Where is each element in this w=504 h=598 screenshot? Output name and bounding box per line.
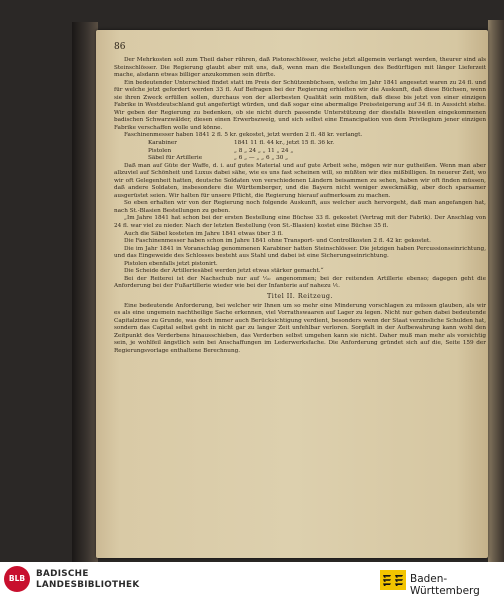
quote-paragraph: Auch die Säbel kosteten im Jahre 1841 etwas über 3 fl.: [124, 230, 283, 237]
page-number: 86: [114, 42, 126, 52]
price-item: Karabiner: [148, 140, 177, 147]
paragraph: Der Mehrkosten soll zum Theil daher rühren, daß Pistonschlösser, welche jetzt allgemein verlangt werden, theurer sind als Steinschlösser. Die Regierung glaubt aber mit uns, daß, wenn man die Bestellungen des Bedürftigen mit länger Lieferzeit mache, alsdann etwas billiger anzukommen sein dürfte.: [114, 57, 486, 79]
footer-bar: [0, 562, 504, 598]
price-row: [114, 148, 486, 156]
paragraph: Ein bedeutender Unterschied findet statt im Preis der Schützenbüchsen, welche im Jahr 1841 angesetzt waren zu 24 fl. und für welche jetzt gefordert werden 33 fl. Auf Befragen bei der Regierung erhielten wir die Auskunft, daß diese Büchsen, wenn sie ihren Zweck erfüllen sollen, durchaus von der allerbesten Qualität sein müßten, daß diese bis jetzt von einer einzigen Fabrike in Westdeutschland gut angefertigt würden, und daß sogar eine abermalige Preissteigerung auf 34 fl. in Aussicht stehe. Wir geben der Regierung zu bedenken, ob sie nicht durch passende Unterstützung der diesfalls bisweilen eingekommenen badischen Schwarzwälder, diesen einen Erwerbszweig, und sich selbst eine Emancipation von dem Privilegium jener einzigen Fabrike verschaffen wolle und könne.: [114, 79, 486, 131]
page-text: [114, 42, 486, 355]
paragraph: Bei der Reiterei ist der Nachschub nur auf ⅒ angenommen; bei der reitenden Artillerie ebenso; dagegen geht die Anforderung bei der Fußartillerie wieder wie bei der Infanterie auf nahezu ⅕.: [114, 275, 486, 290]
book-page-edge: [488, 20, 504, 562]
quote-paragraph: Pistolen ebenfalls jetzt pistonirt.: [124, 260, 218, 267]
three-lions-icon[interactable]: [380, 570, 406, 590]
book-page: [96, 30, 488, 558]
library-name[interactable]: [36, 569, 139, 591]
quote-paragraph: „Im Jahre 1841 hat schon bei der ersten Bestellung eine Büchse 33 fl. gekostet (Vertrag mit der Fabrik). Der Anschlag von 24 fl. war viel zu nieder. Nach der letzten Bestellung (von St.-Blasien) kostet eine Büchse 35 fl.: [114, 215, 486, 230]
quote-paragraph: Die Faschinenmesser haben schon im Jahre 1841 ohne Transport- und Controllkosten 2 fl. 42 kr. gekostet.: [124, 238, 431, 245]
price-values: „ 6 „ — „ „ 6 „ 30 „: [234, 155, 289, 162]
blb-logo-icon[interactable]: BLB: [4, 566, 30, 592]
price-row: [114, 155, 486, 163]
book-gutter-shadow: [72, 22, 98, 562]
paragraph: So eben erhalten wir von der Regierung noch folgende Auskunft, aus welcher auch hervorgeht, daß man angefangen hat, nach St.-Blasien Bestellungen zu geben.: [114, 200, 486, 214]
paragraph: Faschinenmesser haben 1841 2 fl. 5 kr. gekostet, jetzt werden 2 fl. 48 kr. verlangt.: [124, 132, 363, 139]
price-item: Säbel für Artillerie: [148, 155, 203, 162]
paragraph: Eine bedeutende Anforderung, bei welcher wir Ihnen um so mehr eine Minderung vorschlagen zu müssen glauben, als wir es als eine ungemein nachtheilige Sache erkennen, viel Vorrathswaaren auf Lager zu legen. Nicht nur gehen dabei bedeutende Capitalzinse zu Grunde, was doch immer auch Berücksichtigung verdient, besonders wenn der Staat verzinsliche Schulden hat, sondern das Capital selbst geht in nicht gar zu langer Zeit unfehlbar verloren. Sorgfalt in der Aufbewahrung kann wohl den Zeitpunkt des Verderbens hinausschieben, das Verderben selbst umgehen kann sie nicht. Daher muß man mehr als vorsichtig sein, je wohlfeil ängstlich sein bei Anschaffungen im Lederwerksfache. Die Anforderung gründet sich auf die, Seite 159 der Regierungsvorlage enthaltene Berechnung.: [114, 302, 486, 354]
paragraph: Daß man auf Güte der Waffe, d. i. auf gutes Material und auf gute Arbeit sehe, mögen wir nur gutheißen. Wenn man aber allzuviel auf Schönheit und Luxus dabei sähe, wie es uns fast scheinen will, so müßten wir dies mißbilligen. In neuerer Zeit, wo wir oft Gelegenheit hatten, deutsche Soldaten von verschiedenen Ländern beisammen zu sehen, haben wir oft finden müssen, daß andere Soldaten, insbesondere die Württemberger, und die Bayern nicht weniger zweckmäßig, aber doch sparsamer ausgerüstet seien. Wir halten für unsere Pflicht, die Regierung hierauf aufmerksam zu machen.: [114, 162, 486, 199]
price-item: Pistolen: [148, 147, 172, 154]
library-name-line2: LANDESBIBLIOTHEK: [36, 580, 140, 590]
price-row: [114, 140, 486, 148]
state-name[interactable]: Baden-Württemberg: [410, 573, 480, 597]
price-table: [114, 140, 486, 163]
library-name-line1: BADISCHE: [36, 569, 89, 579]
quote-paragraph: Die Scheide der Artilleriesäbel werden jetzt etwas stärker gemacht.“: [124, 268, 324, 275]
section-heading: Titel II. Reitzeug.: [267, 291, 333, 300]
quote-paragraph: Die im Jahr 1841 in Voranschlag genommenen Karabiner hatten Steinschlösser. Die jetzigen haben Percussionseinrichtung, und das Eingeweide des Schlosses besteht aus Stahl und dabei ist eine Sicherungseinrichtung.: [114, 245, 486, 260]
price-values: „ 8 „ 24 „ „ 11 „ 24 „: [234, 147, 294, 154]
price-values: 1841 11 fl. 44 kr., jetzt 15 fl. 36 kr.: [234, 140, 335, 147]
